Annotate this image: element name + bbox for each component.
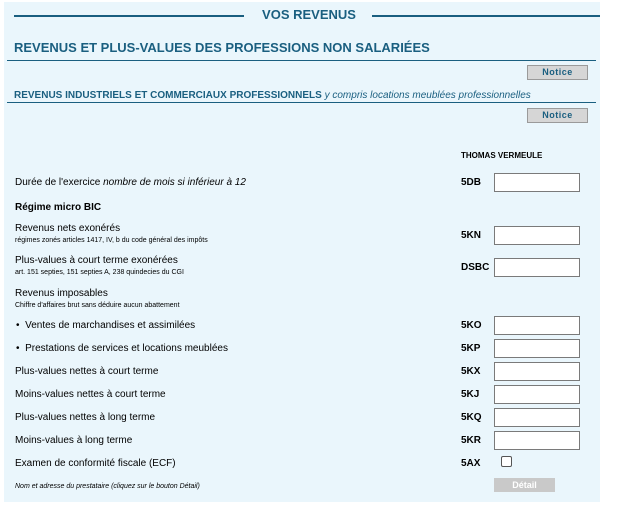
code-5kn: 5KN xyxy=(461,230,482,241)
prestataire-label-text: Nom et adresse du prestataire (cliquez sur le bouton Détail) xyxy=(15,483,200,490)
section-divider xyxy=(7,60,596,61)
ventes-label xyxy=(16,320,195,331)
prestataire-label xyxy=(15,483,200,490)
bullet-icon: • xyxy=(16,343,20,354)
ecf-label: Examen de conformité fiscale (ECF) xyxy=(15,458,176,469)
mv-nettes-court-label: Moins-values nettes à court terme xyxy=(15,389,166,400)
page-title: VOS REVENUS xyxy=(262,7,356,22)
code-dsbc: DSBC xyxy=(461,262,490,273)
ecf-checkbox[interactable] xyxy=(501,456,512,467)
pv-court-exo-label: Plus-values à court terme exonérées xyxy=(15,255,178,266)
prestations-label-text: Prestations de services et locations meublées xyxy=(25,343,228,354)
input-5db[interactable] xyxy=(494,173,580,192)
duree-label-text: Durée de l'exercice xyxy=(15,177,101,188)
subsection-title-italic: y compris locations meublées professionnelles xyxy=(324,90,531,101)
bullet-icon: • xyxy=(16,320,20,331)
regime-heading: Régime micro BIC xyxy=(15,202,102,213)
ventes-label-text: Ventes de marchandises et assimilées xyxy=(25,320,196,331)
subsection-notice-button[interactable]: Notice xyxy=(527,108,588,123)
header-rule-left xyxy=(14,15,244,17)
subsection-title-main: REVENUS INDUSTRIELS ET COMMERCIAUX PROFESSIONNELS xyxy=(14,90,322,101)
taxpayer-name: THOMAS VERMEULE xyxy=(461,151,543,160)
code-5kx: 5KX xyxy=(461,366,481,377)
code-5ko: 5KO xyxy=(461,320,482,331)
mv-long-label: Moins-values à long terme xyxy=(15,435,133,446)
section-notice-button[interactable]: Notice xyxy=(527,65,588,80)
code-5kq: 5KQ xyxy=(461,412,482,423)
pv-nettes-long-label: Plus-values nettes à long terme xyxy=(15,412,156,423)
nets-exoneres-label: Revenus nets exonérés xyxy=(15,223,121,234)
imposables-note: Chiffre d'affaires brut sans déduire aucun abattement xyxy=(15,302,180,309)
code-5kj: 5KJ xyxy=(461,389,480,400)
input-dsbc[interactable] xyxy=(494,258,580,277)
input-5kn[interactable] xyxy=(494,226,580,245)
pv-court-exo-note: art. 151 septies, 151 septies A, 238 quindecies du CGI xyxy=(15,269,184,276)
input-5kq[interactable] xyxy=(494,408,580,427)
input-5kj[interactable] xyxy=(494,385,580,404)
form-panel xyxy=(4,2,600,502)
code-5db: 5DB xyxy=(461,177,482,188)
input-5kp[interactable] xyxy=(494,339,580,358)
code-5ax: 5AX xyxy=(461,458,481,469)
input-5ko[interactable] xyxy=(494,316,580,335)
code-5kp: 5KP xyxy=(461,343,481,354)
input-5kr[interactable] xyxy=(494,431,580,450)
pv-nettes-court-label: Plus-values nettes à court terme xyxy=(15,366,159,377)
header-rule-right xyxy=(372,15,600,17)
subsection-divider xyxy=(7,102,596,103)
detail-button[interactable]: Détail xyxy=(494,478,555,492)
section-title: REVENUS ET PLUS-VALUES DES PROFESSIONS NON SALARIÉES xyxy=(14,40,430,55)
input-5kx[interactable] xyxy=(494,362,580,381)
duree-label-italic: nombre de mois si inférieur à 12 xyxy=(103,177,246,188)
nets-exoneres-note: régimes zonés articles 1417, IV, b du code général des impôts xyxy=(15,237,208,244)
duree-label xyxy=(15,177,246,188)
code-5kr: 5KR xyxy=(461,435,482,446)
prestations-label xyxy=(16,343,228,354)
subsection-title xyxy=(14,90,531,101)
imposables-label: Revenus imposables xyxy=(15,288,108,299)
